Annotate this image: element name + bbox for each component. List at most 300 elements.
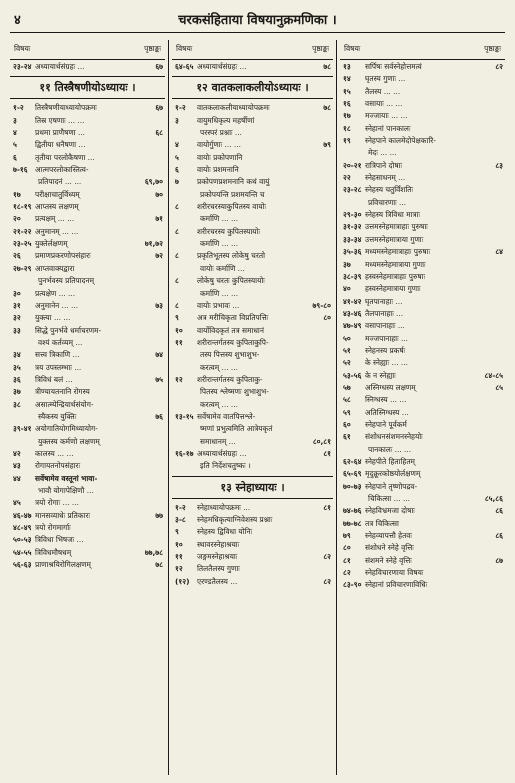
index-entry (340, 530, 505, 542)
entry-verse-ref: ३८ (13, 399, 21, 409)
index-entry (340, 259, 505, 271)
entry-subject: पानकालः ... ... (368, 444, 412, 454)
entry-verse-ref: २७-२९ (13, 263, 32, 273)
entry-subject: युक्तस्य कर्मणो लक्षणम् (38, 436, 100, 446)
index-entry-continuation (172, 213, 333, 225)
entry-verse-ref: २३-२४ (13, 62, 32, 71)
column-header-page: पृष्ठाङ्कः (144, 44, 161, 53)
entry-subject: प्रतिपादनं ... ... (38, 177, 82, 187)
entry-subject: प्राणाश्रयिरोगिलक्षणम् (35, 560, 91, 570)
entry-subject: करत्वम् ... ... (200, 362, 238, 372)
entry-verse-ref: ३३ (13, 325, 21, 335)
index-entry-continuation (10, 436, 165, 448)
entry-subject: स्थावरस्नेहाश्रयाः (197, 539, 240, 549)
entry-subject: प्रकोपणप्रशमनानि कथं वायुं (197, 177, 270, 187)
index-entry (10, 312, 165, 324)
index-entry (340, 320, 505, 332)
page-header (0, 0, 515, 38)
entry-page-number: ८२ (495, 62, 503, 71)
entry-verse-ref: ८३-९० (343, 580, 362, 590)
entry-page-number: ८२ (323, 552, 331, 562)
index-entry-continuation (172, 436, 333, 448)
index-entry (172, 337, 333, 349)
entry-page-number: ७२ (155, 251, 163, 261)
entry-subject: मध्यमस्नेहमात्राया गुणाः (365, 259, 426, 269)
entry-verse-ref: ३१-३२ (343, 222, 362, 232)
column-header-subject: विषयः (14, 44, 31, 53)
index-entry (340, 370, 505, 382)
entry-subject: शरीरचरस्य कुपितस्यायोः (197, 226, 260, 236)
column-header-subject: विषयः (176, 44, 193, 53)
entry-verse-ref: ४५ (13, 498, 21, 508)
index-entry-continuation (172, 362, 333, 374)
entry-subject: परीक्षाचातुर्विध्यम् (35, 189, 80, 199)
index-entry (340, 357, 505, 369)
entry-verse-ref: १० (175, 539, 183, 549)
index-entry (340, 555, 505, 567)
entry-verse-ref: ३७ (13, 387, 21, 397)
index-entry (340, 456, 505, 468)
entry-subject: स्नेहस्य चतुर्विंशतिः (365, 185, 413, 195)
entry-subject: मज्जपानाहाः ... (365, 333, 408, 343)
header-rule (10, 32, 505, 33)
index-entry (340, 308, 505, 320)
entry-subject: इति निर्देशचतुष्कः । (200, 461, 251, 471)
column-header (10, 40, 165, 58)
entry-verse-ref: ५७ (343, 382, 351, 392)
entry-page-number: ७९-८० (312, 300, 331, 310)
entry-verse-ref: १५ (343, 86, 351, 96)
entry-verse-ref: ४० (343, 284, 351, 294)
entry-verse-ref: १-२ (175, 103, 186, 113)
entry-page-number: ७३ (155, 300, 163, 310)
entry-verse-ref: १६-१७ (175, 448, 194, 458)
index-entry (340, 505, 505, 517)
index-entry (10, 448, 165, 460)
entry-page-number: ७६ (155, 411, 163, 421)
entry-verse-ref: ६० (343, 419, 351, 429)
entry-verse-ref: १४ (343, 74, 351, 84)
index-entry (340, 431, 505, 443)
entry-verse-ref: ९ (175, 527, 179, 537)
entry-subject: उत्तमस्नेहमात्राहाः पुरुषाः (365, 222, 428, 232)
entry-verse-ref: ८ (175, 251, 179, 261)
entry-subject: स्नेहपाने कालमेदोपेक्षकारि- (365, 136, 436, 146)
entry-subject: शरीरान्तर्गतस्य कुपिताकु- (197, 374, 263, 384)
entry-verse-ref: ४३-४६ (343, 308, 362, 318)
column-header-rule (172, 59, 333, 60)
entry-subject: कालस्य ... ... (35, 448, 74, 458)
entry-subject: मज्जायाः ... ... (365, 111, 408, 121)
chapter-heading: १३ स्नेहाध्यायः । (172, 476, 333, 499)
index-entry (10, 423, 165, 435)
entry-subject: त्रिविधमौषधम् (35, 547, 72, 557)
index-column-3 (340, 40, 505, 775)
index-entry (340, 468, 505, 480)
entry-subject: अध्यायार्थसंग्रहः ... (197, 448, 247, 458)
entry-subject: पितस्य श्लेष्मणः शुभाशुभ- (200, 387, 269, 397)
index-entry (10, 386, 165, 398)
entry-verse-ref: ५९ (343, 407, 351, 417)
entry-verse-ref: ७-१६ (13, 165, 28, 175)
entry-subject: मेदः ... ... (368, 148, 397, 158)
index-entry-continuation (10, 337, 165, 349)
entry-verse-ref: ३४ (13, 350, 21, 360)
entry-verse-ref: ५ (13, 140, 17, 150)
page-number: ४ (14, 13, 21, 28)
entry-subject: वायुमधिकृत्य महर्षीणां (197, 115, 255, 125)
index-entry-continuation (172, 460, 333, 472)
entry-subject: अस्निग्धस्य लक्षणम् (365, 382, 416, 392)
index-entry (340, 382, 505, 394)
index-entry (172, 312, 333, 324)
column-divider (168, 40, 169, 775)
entry-verse-ref: ३५ (13, 362, 21, 372)
index-entry-continuation (172, 288, 333, 300)
index-entry (10, 152, 165, 164)
index-entry (10, 238, 165, 250)
index-entry (340, 184, 505, 196)
index-entry (172, 411, 333, 423)
index-entry (172, 502, 333, 514)
entry-subject: करत्वम् ... ... (200, 399, 238, 409)
entry-subject: तिस्र एषणाः ... ... (35, 115, 85, 125)
entry-verse-ref: १२ (175, 374, 183, 384)
entry-subject: स्नेहनस्य प्रकर्षः (365, 345, 406, 355)
index-entry (10, 201, 165, 213)
entry-verse-ref: ४७-४९ (343, 321, 362, 331)
entry-subject: अयोगातियोगमिथ्यायोग- (35, 424, 98, 434)
entry-verse-ref: ४ (175, 140, 179, 150)
entry-subject: स्नेहपाने तृष्णोपद्रव- (365, 481, 418, 491)
entry-subject: ष्मणां प्रभुत्वमिति आत्रेयकृतं (200, 424, 273, 434)
index-entry (10, 362, 165, 374)
entry-verse-ref: ४४ (13, 473, 21, 483)
index-entry (172, 514, 333, 526)
entry-verse-ref: ८ (175, 276, 179, 286)
index-entry (10, 164, 165, 176)
entry-verse-ref: ३३-३४ (343, 234, 362, 244)
entry-verse-ref: ५२ (343, 358, 351, 368)
chapter-heading: १२ वातकलाकलीयोऽध्यायः । (172, 76, 333, 99)
entry-subject: संशोधने स्नेहे वृत्तिः (365, 543, 414, 553)
column-header-page: पृष्ठाङ्कः (312, 44, 329, 53)
index-entry (340, 296, 505, 308)
entry-verse-ref: ६१ (343, 432, 351, 442)
index-entry (172, 300, 333, 312)
index-entry (172, 551, 333, 563)
entry-page-number: ७७ (155, 510, 163, 520)
entry-page-number: ७८ (155, 560, 163, 570)
entry-subject: स्नेहपीते हिताहितम् (365, 457, 415, 466)
index-entry-continuation (172, 263, 333, 275)
column-divider (336, 40, 337, 775)
entry-subject: स्नेहविचारणाया विषयः (365, 568, 424, 578)
index-entry (172, 201, 333, 213)
index-entry (10, 300, 165, 312)
entry-verse-ref: १२ (175, 564, 183, 574)
index-entry (340, 73, 505, 85)
index-entry-continuation (172, 399, 333, 411)
index-entry-continuation (340, 147, 505, 159)
entry-subject: प्रथमा प्राणैषणा ... (35, 128, 86, 138)
entry-subject: त्रिविधं बलं ... (35, 374, 73, 384)
index-entry (340, 481, 505, 493)
entry-verse-ref: ५०-५३ (13, 535, 32, 545)
entry-subject: कर्माणि ... ... (200, 214, 239, 224)
index-entry (172, 164, 333, 176)
entry-subject: आत्मपरलोकास्तित्व- (35, 165, 89, 175)
entry-subject: प्रमाणप्रकरणोपसंहारः (35, 251, 91, 261)
entry-subject: कर्माणि ... ... (200, 239, 239, 249)
entry-verse-ref: ५३-५६ (343, 370, 362, 380)
entry-verse-ref: ९ (175, 313, 179, 323)
entry-subject: वातकलाकलीयाध्यायोपक्रमः (197, 103, 270, 113)
entry-verse-ref: २० (13, 214, 21, 224)
entry-subject: सर्पिषः सर्वस्नेहोत्तमत्वं (365, 62, 422, 71)
entry-verse-ref: ५१ (343, 345, 351, 355)
entry-page-number: ७४ (155, 350, 163, 360)
entry-verse-ref: २९-३० (343, 210, 362, 220)
entry-subject: तृतीया परलोकैषणा ... (35, 152, 95, 162)
index-entry (10, 226, 165, 238)
entry-verse-ref: ३ (13, 115, 17, 125)
entry-subject: स्यैकस्य युक्तिः (38, 411, 77, 421)
entry-verse-ref: १-२ (175, 502, 186, 512)
index-entry (340, 61, 505, 73)
entry-subject: के स्नेह्याः ... ... (365, 358, 408, 368)
index-entry (10, 510, 165, 522)
entry-page-number: ७७,७८ (144, 547, 163, 557)
entry-list (340, 61, 505, 592)
column-header (340, 40, 505, 58)
index-column-1 (10, 40, 165, 775)
index-entry (340, 345, 505, 357)
column-header-rule (10, 59, 165, 60)
entry-verse-ref: ७९ (343, 531, 351, 541)
index-entry (172, 448, 333, 460)
entry-page-number: ८१ (323, 502, 331, 512)
entry-page-number: ८६ (495, 531, 503, 541)
index-entry (10, 102, 165, 114)
index-entry (340, 333, 505, 345)
index-entry (10, 460, 165, 472)
index-entry-continuation (10, 176, 165, 188)
entry-subject: संशोधनसंशमनस्नेहयोः (365, 432, 423, 442)
entry-subject: वायोः प्रकोपणानि (197, 152, 243, 162)
entry-page-number: ७८ (323, 62, 331, 71)
entry-verse-ref: ३९-४१ (13, 424, 32, 434)
entry-subject: सिद्धे पुनर्भवे धर्माचरणम- (35, 325, 102, 335)
index-entry-continuation (10, 275, 165, 287)
entry-page-number: ८४-८५ (484, 370, 503, 380)
entry-subject: सत्त्व त्रिकाणि ... (35, 350, 80, 360)
entry-verse-ref: १९ (343, 136, 351, 146)
entry-verse-ref: १३ (343, 62, 351, 71)
entry-verse-ref: ८ (175, 300, 179, 310)
entry-subject: प्रविचारणाः ... (368, 197, 407, 207)
entry-subject: पुनर्भवस्य प्रतिपादनम् (38, 276, 95, 286)
entry-verse-ref: ६ (13, 152, 17, 162)
entry-verse-ref: ११ (175, 552, 183, 562)
index-entry (172, 152, 333, 164)
entry-subject: वायोः प्रभावः ... (197, 300, 240, 310)
entry-subject: युक्तेर्लक्षणम् (35, 239, 68, 249)
entry-verse-ref: ३० (13, 288, 21, 298)
entry-verse-ref: ११ (175, 337, 183, 347)
entry-subject: प्रत्यक्षेण ... ... (35, 288, 76, 298)
entry-verse-ref: ५८ (343, 395, 351, 405)
index-entry (10, 288, 165, 300)
index-entry (10, 61, 165, 73)
entry-verse-ref: ३१ (13, 300, 21, 310)
entry-verse-ref: ७ (175, 177, 179, 187)
index-entry (10, 189, 165, 201)
index-entry (340, 86, 505, 98)
entry-subject: हस्वस्नेहमात्राया गुणाः (365, 284, 421, 294)
entry-subject: स्नेहानां प्रविचारणाविधिः (365, 580, 428, 590)
index-entry-continuation (340, 197, 505, 209)
entry-verse-ref: २२ (343, 173, 351, 183)
index-entry (10, 497, 165, 509)
entry-subject: घृतपानाहाः ... (365, 296, 403, 306)
entry-subject: सर्वेषामेव वस्तूनां भावा- (35, 473, 98, 483)
index-entry (10, 559, 165, 571)
entry-verse-ref: १६ (343, 99, 351, 109)
entry-subject: स्नेहव्यापत्तौ हेतवः (365, 531, 412, 541)
index-entry (340, 123, 505, 135)
index-entry (172, 139, 333, 151)
index-entry (10, 349, 165, 361)
entry-verse-ref: ५४-५५ (13, 547, 32, 557)
entry-subject: अध्यायार्थसंग्रहः ... (35, 62, 85, 71)
index-entry (340, 419, 505, 431)
index-entry (172, 539, 333, 551)
index-entry (340, 135, 505, 147)
entry-subject: मानसव्याधेः प्रतिकारः (35, 510, 90, 520)
entry-subject: चिकित्सा ... ... (368, 494, 411, 504)
entry-page-number: ७१,७२ (144, 239, 163, 249)
entry-subject: असात्म्येन्द्रियार्थसंयोग- (35, 399, 94, 409)
entry-page-number: ८२ (323, 576, 331, 586)
entry-subject: भावौ योगापेक्षिणौ ... (38, 486, 94, 495)
entry-subject: के न स्नेह्याः (365, 370, 396, 380)
index-entry-continuation (172, 386, 333, 398)
index-entry (172, 176, 333, 188)
index-entry (10, 473, 165, 485)
entry-subject: त्रयो रोगाः ... ... (35, 498, 79, 508)
index-entry (340, 394, 505, 406)
entry-verse-ref: १७ (13, 189, 21, 199)
entry-verse-ref: ७४-७६ (343, 506, 362, 516)
index-entry (172, 250, 333, 262)
index-entry (172, 226, 333, 238)
entry-page-number: ६७ (155, 103, 163, 113)
entry-verse-ref: ६२-६४ (343, 457, 362, 466)
index-entry (10, 250, 165, 262)
entry-subject: वायोर्गुणाः ... ... (197, 140, 241, 150)
entry-subject: प्रत्यक्षम् ... ... (35, 214, 75, 224)
index-entry-continuation (172, 423, 333, 435)
entry-verse-ref: १८-१९ (13, 202, 32, 212)
index-entry (340, 98, 505, 110)
entry-subject: स्नेहानां पानकालः (365, 123, 411, 133)
page-title: चरकसंहिताया विषयानुक्रमणिका । (178, 13, 337, 28)
entry-verse-ref: ३६ (13, 374, 21, 384)
entry-subject: तैलपानाहाः ... (365, 308, 404, 318)
index-entry-continuation (172, 349, 333, 361)
entry-subject: तिस्त्रैषणीयाध्यायोपक्रमः (35, 103, 97, 113)
entry-verse-ref: ४६-४७ (13, 510, 32, 520)
entry-subject: परस्परं प्रश्नाः ... (200, 128, 242, 138)
entry-verse-ref: ३-८ (175, 515, 186, 524)
entry-page-number: ८४ (495, 247, 503, 257)
index-entry (340, 160, 505, 172)
entry-verse-ref: ७०-७३ (343, 481, 362, 491)
index-entry (340, 110, 505, 122)
entry-verse-ref: २६ (13, 251, 21, 261)
entry-subject: प्रकोपयन्ति प्रशमयन्ति च (200, 189, 265, 199)
entry-page-number: ७० (155, 189, 163, 199)
entry-subject: एरण्डतैलस्य ... (197, 576, 238, 586)
entry-verse-ref: २३-२८ (343, 185, 362, 195)
entry-list (172, 61, 333, 588)
entry-page-number: ८६ (495, 506, 503, 516)
entry-subject: शरीरचरस्याकुपितस्य वायोः (197, 202, 267, 212)
index-entry (10, 263, 165, 275)
entry-subject: स्नेहस्य द्विविधा योनिः (197, 527, 253, 537)
entry-page-number: ६९,७० (144, 177, 163, 187)
entry-subject: जङ्गमस्नेहाश्रयाः (197, 552, 238, 562)
index-entry (340, 518, 505, 530)
entry-subject: संशमने स्नेहे वृत्तिः (365, 555, 412, 565)
entry-verse-ref: १७ (343, 111, 351, 121)
index-entry (340, 246, 505, 258)
entry-page-number: ८० (323, 313, 331, 323)
entry-verse-ref: ८० (343, 543, 351, 553)
entry-verse-ref: ७७-७८ (343, 518, 362, 528)
entry-verse-ref: ४ (13, 128, 17, 138)
index-entry-continuation (340, 493, 505, 505)
entry-subject: स्नेहमधिकृत्याग्निवेशस्य प्रश्नाः (197, 515, 273, 524)
entry-subject: रोगायतनोपसंहारः (35, 461, 81, 471)
index-entry (172, 275, 333, 287)
entry-page-number: ८५,८६ (484, 494, 503, 504)
entry-subject: तैलस्य ... ... (365, 86, 401, 96)
index-entry (340, 172, 505, 184)
entry-subject: वश्यं कर्तव्यम् ... (38, 337, 83, 347)
index-entry (340, 542, 505, 554)
entry-verse-ref: ६५-६९ (343, 469, 362, 479)
entry-subject: घृतस्य गुणाः ... (365, 74, 406, 84)
index-entry (340, 271, 505, 283)
entry-subject: समाधानम् ... (200, 436, 236, 446)
column-header-page: पृष्ठाङ्कः (484, 44, 501, 53)
entry-verse-ref: १८ (343, 123, 351, 133)
index-entry (340, 283, 505, 295)
entry-subject: मृदुक्रूरकोष्ठयोर्लक्षणम् (365, 469, 421, 479)
entry-subject: अध्यायार्थसंग्रहः ... (197, 62, 247, 71)
entry-subject: तिलतैलस्य गुणाः (197, 564, 240, 574)
index-entry (340, 579, 505, 591)
entry-verse-ref: ८ (175, 226, 179, 236)
entry-page-number: ८५ (495, 382, 503, 392)
entry-subject: स्नेहविभ्रमजा दोषाः (365, 506, 415, 516)
entry-verse-ref: २१-२२ (13, 226, 32, 236)
entry-subject: स्नेहपाने पूर्वकर्म (365, 419, 407, 429)
entry-subject: स्नेहाध्यायोपक्रमः ... (197, 502, 251, 512)
entry-subject: उत्तमस्नेहमात्राया गुणाः (365, 234, 424, 244)
